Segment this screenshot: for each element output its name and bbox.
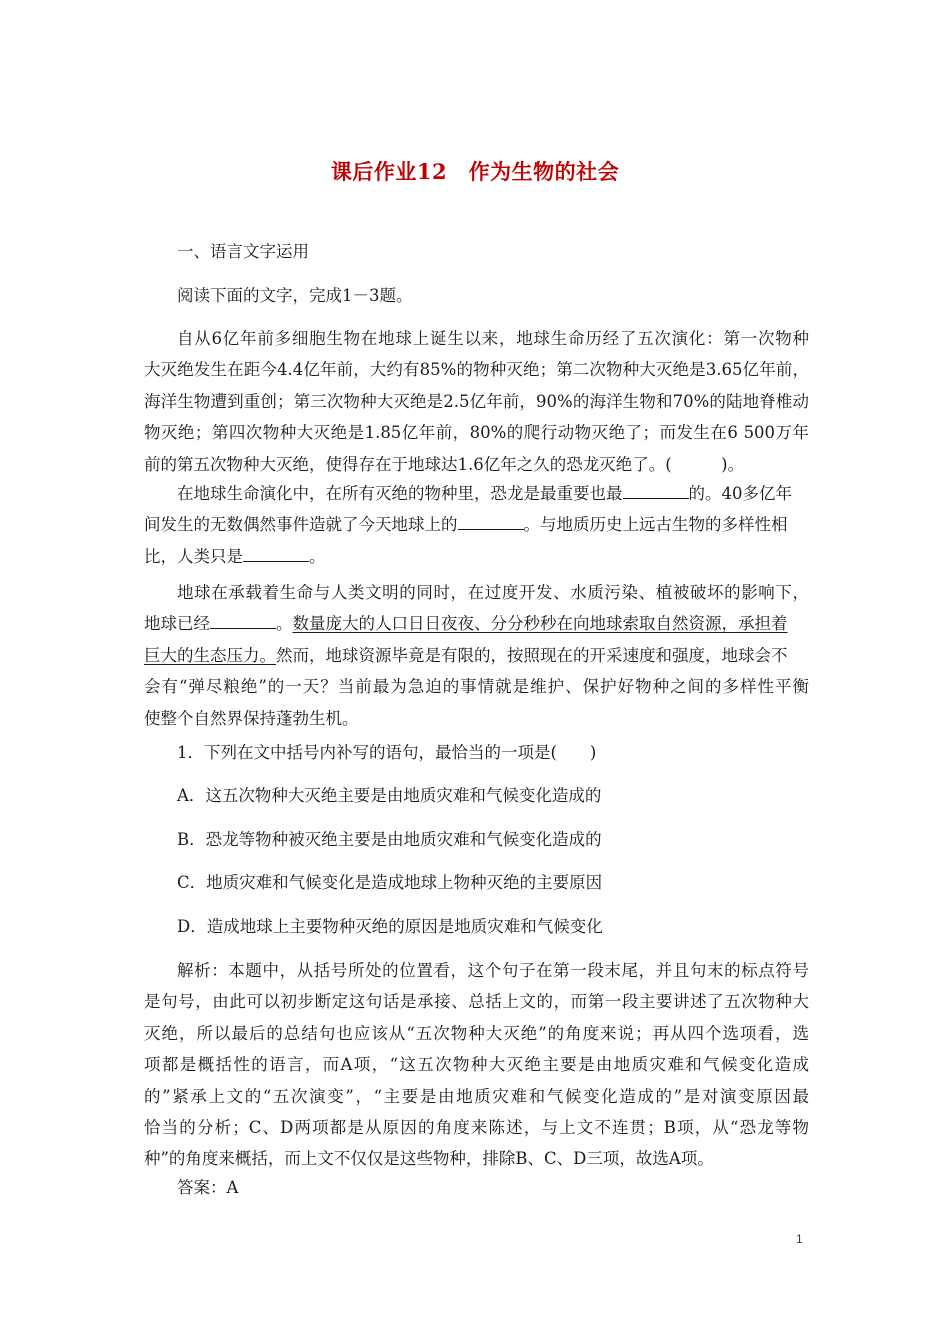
paragraph-line: 前的第五次物种大灭绝，使得存在于地球达1.6亿年之久的恐龙灭绝了。( )。 bbox=[144, 454, 745, 474]
underlined-sentence: 数量庞大的人口日日夜夜、分分秒秒在向地球索取自然资源，承担着 bbox=[292, 614, 788, 634]
option-b: B．恐龙等物种被灭绝主要是由地质灾难和气候变化造成的 bbox=[177, 830, 602, 849]
analysis-line: 种”的角度来概括，而上文不仅仅是这些物种，排除B、C、D三项，故选A项。 bbox=[144, 1149, 714, 1169]
paragraph-line: 地球在承载着生命与人类文明的同时，在过度开发、水质污染、植被破坏的影响下， bbox=[177, 583, 809, 602]
section-heading: 一、语言文字运用 bbox=[177, 242, 309, 261]
fill-blank bbox=[623, 478, 689, 499]
paragraph-line: 在地球生命演化中，在所有灭绝的物种里，恐龙是最重要也最 的。40多亿年 bbox=[144, 478, 809, 509]
page-number: 1 bbox=[796, 1232, 803, 1246]
paragraph-line: 间发生的无数偶然事件造就了今天地球上的 。与地质历史上远古生物的多样性相 bbox=[144, 509, 809, 540]
analysis-line: 解析：本题中，从括号所处的位置看，这个句子在第一段末尾，并且句末的标点符号 bbox=[177, 961, 809, 980]
analysis-line: 的”紧承上文的“五次演变”，“主要是由地质灾难和气候变化造成的”是对演变原因最 bbox=[144, 1086, 809, 1106]
question-1: 1．下列在文中括号内补写的语句，最恰当的一项是( ) bbox=[177, 743, 597, 762]
fill-blank bbox=[243, 541, 309, 562]
fill-blank bbox=[210, 608, 276, 629]
paragraph-1 bbox=[144, 323, 809, 480]
paragraph-line: 使整个自然界保持蓬勃生机。 bbox=[144, 708, 359, 728]
paragraph-2 bbox=[144, 478, 809, 572]
analysis-line: 项都是概括性的语言，而A项，“这五次物种大灭绝主要是由地质灾难和气候变化造成 bbox=[144, 1055, 809, 1075]
option-c: C．地质灾难和气候变化是造成地球上物种灭绝的主要原因 bbox=[177, 873, 603, 892]
analysis-line: 恰当的分析；C、D两项都是从原因的角度来陈述，与上文不连贯；B项，从“恐龙等物 bbox=[144, 1118, 809, 1138]
fill-blank bbox=[458, 509, 524, 530]
analysis bbox=[144, 955, 809, 1175]
analysis-line: 灭绝，所以最后的总结句也应该从“五次物种大灭绝”的角度来说；再从四个选项看，选 bbox=[144, 1023, 809, 1043]
reading-instruction: 阅读下面的文字，完成1－3题。 bbox=[177, 286, 413, 305]
paragraph-line: 自从6亿年前多细胞生物在地球上诞生以来，地球生命历经了五次演化：第一次物种 bbox=[177, 329, 809, 348]
paragraph-line: 物灭绝；第四次物种大灭绝是1.85亿年前，80%的爬行动物灭绝了；而发生在6 500万年 bbox=[144, 423, 809, 443]
page-title: 课后作业12 作为生物的社会 bbox=[330, 159, 620, 184]
paragraph-line: 巨大的生态压力。然而，地球资源毕竟是有限的，按照现在的开采速度和强度，地球会不 bbox=[144, 645, 788, 665]
paragraph-3 bbox=[144, 577, 809, 734]
paragraph-line: 地球已经 。数量庞大的人口日日夜夜、分分秒秒在向地球索取自然资源，承担着 bbox=[144, 608, 809, 639]
option-d: D．造成地球上主要物种灭绝的原因是地质灾难和气候变化 bbox=[177, 917, 603, 936]
answer: 答案：A bbox=[177, 1178, 239, 1197]
option-a: A．这五次物种大灭绝主要是由地质灾难和气候变化造成的 bbox=[177, 786, 602, 805]
paragraph-line: 海洋生物遭到重创；第三次物种大灭绝是2.5亿年前，90%的海洋生物和70%的陆地脊椎动 bbox=[144, 391, 809, 411]
paragraph-line: 比，人类只是 。 bbox=[144, 541, 809, 572]
paragraph-line: 会有“弹尽粮绝”的一天？当前最为急迫的事情就是维护、保护好物种之间的多样性平衡 bbox=[144, 677, 809, 697]
underlined-sentence: 巨大的生态压力。 bbox=[144, 645, 276, 665]
paragraph-line: 大灭绝发生在距今4.4亿年前，大约有85%的物种灭绝；第二次物种大灭绝是3.65亿年前， bbox=[144, 360, 809, 380]
analysis-line: 是句号，由此可以初步断定这句话是承接、总括上文的，而第一段主要讲述了五次物种大 bbox=[144, 992, 809, 1012]
